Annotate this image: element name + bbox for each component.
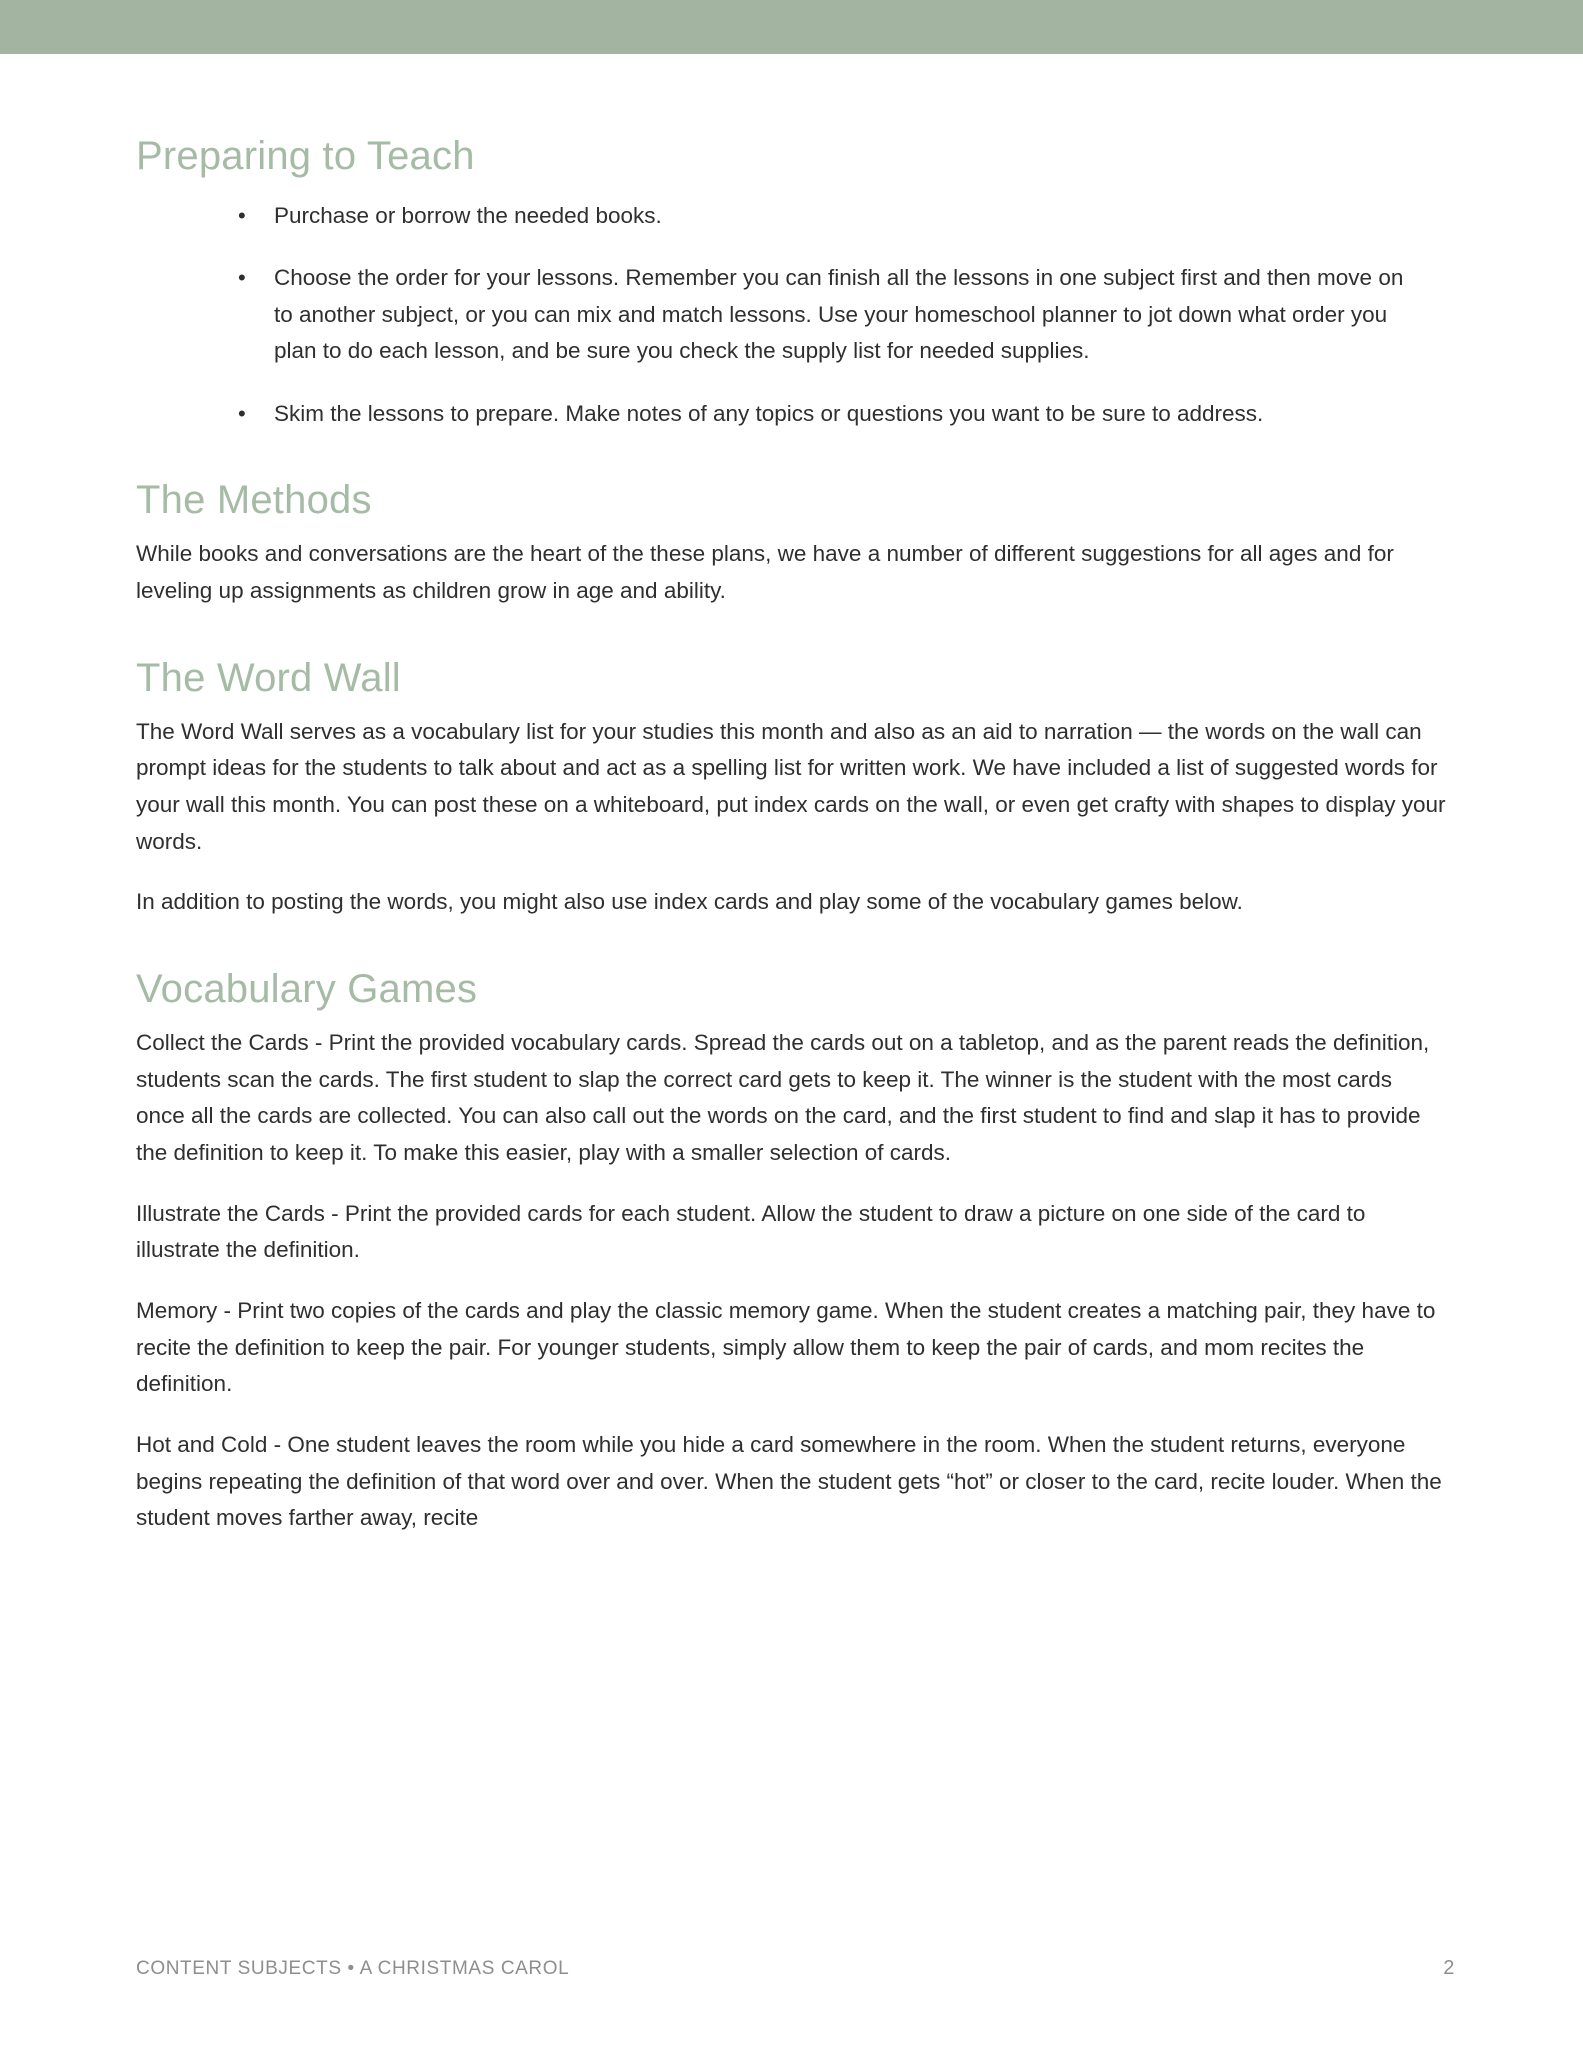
list-item-text: Purchase or borrow the needed books.: [274, 203, 662, 228]
list-item: [230, 396, 1414, 432]
page-footer: [136, 1957, 1455, 1980]
paragraph: Illustrate the Cards - Print the provided cards for each student. Allow the student to draw a picture on one side of the card to illustrate the definition.: [136, 1200, 1366, 1263]
section-preparing-to-teach: [136, 132, 1455, 432]
bullet-list: [136, 198, 1455, 432]
page-number: 2: [1443, 1957, 1455, 1979]
section-vocabulary-games: [136, 965, 1455, 1537]
section-the-word-wall: [136, 654, 1455, 921]
paragraph: While books and conversations are the heart of the these plans, we have a number of different suggestions for all ages and for leveling up assignments as children grow in age and ability.: [136, 541, 1394, 603]
paragraph: The Word Wall serves as a vocabulary list for your studies this month and also as an aid to narration — the words on the wall can prompt ideas for the students to talk about and act as a spelling list for written work. We have included a list of suggested words for your wall this month. You can post these on a whiteboard, put index cards on the wall, or even get crafty with shapes to display your words.: [136, 718, 1446, 854]
list-item: [230, 198, 1414, 234]
paragraph: Memory - Print two copies of the cards and play the classic memory game. When the student creates a matching pair, they have to recite the definition to keep the pair. For younger students, simply allow them to keep the pair of cards, and mom recites the definition.: [136, 1297, 1436, 1397]
paragraph: In addition to posting the words, you might also use index cards and play some of the vocabulary games below.: [136, 889, 1243, 915]
page-header-band: [0, 0, 1583, 54]
bullet-icon: •: [238, 400, 246, 426]
bullet-icon: •: [238, 265, 246, 291]
section-title: The Methods: [136, 478, 372, 523]
footer-title: CONTENT SUBJECTS • A CHRISTMAS CAROL: [136, 1958, 570, 1979]
section-the-methods: [136, 476, 1455, 609]
section-title: Preparing to Teach: [136, 134, 475, 178]
page-content: [0, 54, 1583, 1581]
section-title: Vocabulary Games: [136, 966, 478, 1011]
paragraph: Collect the Cards - Print the provided vocabulary cards. Spread the cards out on a tabletop, and as the parent reads the definition, students scan the cards. The first student to slap the correct card gets to keep it. The winner is the student with the most cards once all the cards are collected. You can also call out the words on the card, and the first student to find and slap it has to provide the definition to keep it. To make this easier, play with a smaller selection of cards.: [136, 1029, 1430, 1165]
list-item: [230, 260, 1414, 369]
list-item-text: Skim the lessons to prepare. Make notes of any topics or questions you want to be sure to address.: [274, 400, 1264, 426]
paragraph: Hot and Cold - One student leaves the room while you hide a card somewhere in the room. When the student returns, everyone begins repeating the definition of that word over and over. When the student gets “hot” or closer to the card, recite louder. When the student moves farther away, recite: [136, 1431, 1442, 1531]
section-title: The Word Wall: [136, 655, 401, 700]
bullet-icon: •: [238, 203, 246, 228]
list-item-text: Choose the order for your lessons. Remember you can finish all the lessons in one subject first and then move on to another subject, or you can mix and match lessons. Use your homeschool planner to jot down what order you plan to do each lesson, and be sure you check the supply list for needed supplies.: [274, 265, 1404, 364]
